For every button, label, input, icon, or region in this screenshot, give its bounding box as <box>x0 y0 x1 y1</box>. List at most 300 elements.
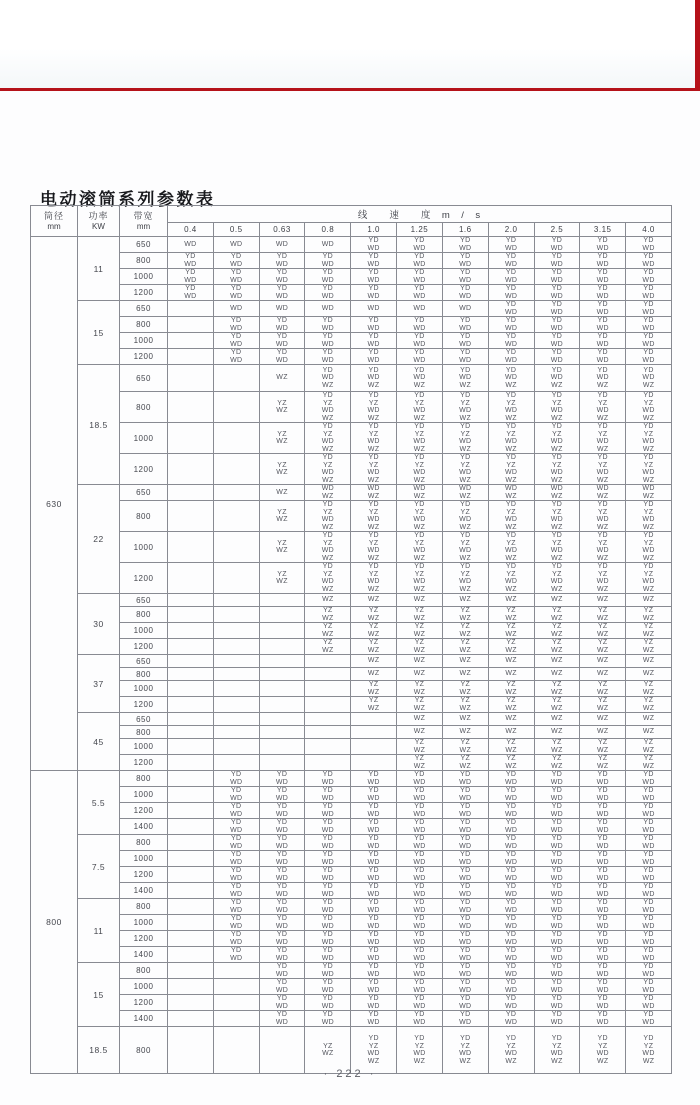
model-cell <box>351 947 397 963</box>
speed-tick: 1.0 <box>351 223 397 237</box>
table-row <box>31 851 672 867</box>
model-code: WD <box>642 938 655 946</box>
model-code: WZ <box>367 704 380 712</box>
model-cell <box>488 697 534 713</box>
model-code: WD <box>642 324 655 332</box>
page-number: · 222 · <box>323 1068 377 1080</box>
model-code: WD <box>321 240 334 248</box>
model-cell <box>534 726 580 739</box>
model-cell <box>626 755 672 771</box>
model-code: WZ <box>505 688 517 696</box>
model-code: WD <box>596 810 609 818</box>
model-code: YD <box>414 915 425 922</box>
model-cell <box>213 639 259 655</box>
model-cell <box>351 301 397 317</box>
model-code: YD <box>368 454 379 461</box>
model-cell <box>397 835 443 851</box>
model-code: WZ <box>413 746 426 754</box>
model-code: YD <box>597 819 608 826</box>
model-cell <box>580 803 626 819</box>
model-code: WD <box>642 906 655 914</box>
model-cell <box>580 285 626 301</box>
belt-width-cell: 1200 <box>120 285 168 301</box>
model-cell <box>168 835 214 851</box>
belt-width-cell: 800 <box>120 1027 168 1074</box>
model-code: YD <box>231 835 242 842</box>
table-row <box>31 623 672 639</box>
model-cell <box>168 349 214 365</box>
model-cell <box>305 851 351 867</box>
model-code: WZ <box>642 728 655 736</box>
model-code: WZ <box>276 374 288 382</box>
model-code: WD <box>550 906 564 914</box>
model-code: YD <box>368 1035 379 1042</box>
model-code: WD <box>642 810 655 818</box>
model-code: WZ <box>322 554 334 562</box>
model-code: WZ <box>505 554 517 562</box>
model-code: WZ <box>505 585 517 593</box>
model-cell <box>626 947 672 963</box>
belt-width-cell: 800 <box>120 835 168 851</box>
model-cell <box>168 317 214 333</box>
model-code: WD <box>367 1018 380 1026</box>
model-code: YZ <box>552 755 562 762</box>
model-code: YD <box>276 899 288 906</box>
belt-width-cell: 1200 <box>120 454 168 485</box>
model-code: WZ <box>551 614 563 622</box>
model-code: WZ <box>505 476 517 484</box>
model-code: YD <box>643 931 654 938</box>
model-cell <box>580 681 626 697</box>
model-code: WZ <box>367 657 380 665</box>
model-code: YD <box>505 787 517 794</box>
model-cell <box>259 899 305 915</box>
model-cell <box>168 237 214 253</box>
model-code: YD <box>505 333 517 340</box>
belt-width-cell: 650 <box>120 713 168 726</box>
model-code: WD <box>642 842 655 850</box>
model-code: WD <box>367 810 380 818</box>
page-title: 电动滚筒系列参数表 <box>40 190 216 210</box>
model-code: YD <box>643 819 654 826</box>
model-code: WD <box>642 1050 655 1057</box>
model-code: YZ <box>414 739 425 746</box>
model-code: YD <box>505 269 517 276</box>
model-cell <box>488 883 534 899</box>
model-code: WD <box>367 890 380 898</box>
model-cell <box>305 423 351 454</box>
model-code: WD <box>459 356 472 364</box>
model-cell <box>305 454 351 485</box>
model-code: WD <box>550 778 564 786</box>
model-code: YD <box>322 317 333 324</box>
model-code: WD <box>321 407 334 414</box>
model-cell <box>168 883 214 899</box>
model-cell <box>534 771 580 787</box>
model-cell <box>168 563 214 594</box>
model-cell <box>213 915 259 931</box>
model-code: WD <box>550 324 564 332</box>
model-code: YZ <box>552 739 562 746</box>
model-code: WD <box>504 276 518 284</box>
model-cell <box>305 713 351 726</box>
model-code: YZ <box>368 430 379 438</box>
model-cell <box>442 301 488 317</box>
model-cell <box>168 301 214 317</box>
model-cell <box>305 333 351 349</box>
model-code: YZ <box>552 1042 562 1050</box>
model-code: YD <box>414 333 425 340</box>
model-cell <box>305 365 351 392</box>
model-code: YD <box>597 532 608 539</box>
model-code: WD <box>367 970 380 978</box>
model-code: YZ <box>323 607 333 614</box>
model-cell <box>168 755 214 771</box>
model-cell <box>351 755 397 771</box>
model-code: YD <box>597 563 608 570</box>
model-code: WZ <box>505 596 517 604</box>
model-code: WD <box>504 778 518 786</box>
model-code: YD <box>505 899 517 906</box>
model-cell <box>351 237 397 253</box>
model-code: WZ <box>322 523 334 531</box>
model-code: WD <box>596 778 609 786</box>
model-cell <box>305 697 351 713</box>
model-cell <box>213 285 259 301</box>
model-code: YD <box>322 787 333 794</box>
model-code: WD <box>504 340 518 348</box>
model-code: WZ <box>276 578 288 585</box>
model-code: YD <box>322 423 333 430</box>
model-code: YD <box>643 301 654 308</box>
model-code: WD <box>459 810 472 818</box>
model-code: YZ <box>414 639 425 646</box>
model-code: WD <box>642 340 655 348</box>
model-code: YD <box>368 237 379 244</box>
model-cell <box>259 931 305 947</box>
model-code: YD <box>276 835 288 842</box>
model-code: YZ <box>368 508 379 516</box>
model-code: WD <box>184 276 197 284</box>
model-cell <box>534 532 580 563</box>
model-code: WD <box>321 874 334 882</box>
model-cell <box>442 995 488 1011</box>
model-cell <box>351 739 397 755</box>
model-cell <box>580 333 626 349</box>
model-cell <box>259 668 305 681</box>
model-code: YZ <box>368 639 379 646</box>
model-cell <box>168 594 214 607</box>
model-code: YZ <box>368 607 379 614</box>
model-cell <box>213 301 259 317</box>
model-code: WZ <box>505 715 517 723</box>
model-code: WD <box>321 374 334 382</box>
model-code: WD <box>459 304 472 312</box>
model-cell <box>397 947 443 963</box>
model-code: WZ <box>596 381 609 389</box>
model-cell <box>305 639 351 655</box>
model-code: YD <box>368 931 379 938</box>
model-cell <box>397 269 443 285</box>
model-code: YZ <box>552 430 562 438</box>
width-label: 带宽 <box>133 211 154 221</box>
table-row <box>31 317 672 333</box>
model-cell <box>397 485 443 501</box>
model-code: YZ <box>414 697 425 704</box>
model-code: YZ <box>506 755 516 762</box>
model-code: YZ <box>460 570 471 578</box>
model-code: WD <box>596 324 609 332</box>
table-row <box>31 713 672 726</box>
model-code: WZ <box>459 414 472 422</box>
belt-width-cell: 1000 <box>120 915 168 931</box>
model-cell <box>488 931 534 947</box>
model-cell <box>488 713 534 726</box>
model-cell <box>580 365 626 392</box>
model-code: WZ <box>642 381 655 389</box>
model-cell <box>259 771 305 787</box>
model-code: WD <box>596 858 609 866</box>
model-cell <box>259 697 305 713</box>
model-code: WD <box>596 308 609 316</box>
model-cell <box>488 726 534 739</box>
model-code: WZ <box>505 414 517 422</box>
model-code: WD <box>504 244 518 252</box>
model-code: YD <box>643 285 654 292</box>
model-code: WD <box>504 356 518 364</box>
model-code: WD <box>321 438 334 445</box>
model-cell <box>442 1027 488 1074</box>
belt-width-cell: 650 <box>120 237 168 253</box>
belt-width-cell: 800 <box>120 317 168 333</box>
model-cell <box>305 931 351 947</box>
model-cell <box>213 501 259 532</box>
belt-width-cell: 1000 <box>120 681 168 697</box>
model-cell <box>580 317 626 333</box>
model-code: WZ <box>459 704 472 712</box>
model-code: WZ <box>551 657 563 665</box>
model-code: YD <box>643 349 654 356</box>
model-code: WD <box>504 292 518 300</box>
model-code: WD <box>275 324 289 332</box>
model-code: WD <box>321 276 334 284</box>
model-code: YD <box>643 317 654 324</box>
model-code: WZ <box>413 715 426 723</box>
model-code: WD <box>275 276 289 284</box>
model-code: WZ <box>551 585 563 593</box>
model-code: WD <box>459 794 472 802</box>
model-code: WD <box>321 954 334 962</box>
table-row <box>31 931 672 947</box>
model-cell <box>397 739 443 755</box>
model-code: YZ <box>552 461 562 469</box>
model-code: WZ <box>459 688 472 696</box>
model-code: WD <box>596 485 609 492</box>
model-cell <box>397 995 443 1011</box>
model-code: YZ <box>323 539 333 547</box>
model-code: YD <box>505 931 517 938</box>
model-code: YZ <box>368 399 379 407</box>
model-code: WD <box>275 826 289 834</box>
model-code: WZ <box>596 445 609 453</box>
model-cell <box>626 317 672 333</box>
model-cell <box>626 1011 672 1027</box>
model-cell <box>351 803 397 819</box>
model-code: WD <box>413 547 426 554</box>
table-row <box>31 1011 672 1027</box>
model-code: YD <box>414 931 425 938</box>
model-code: YD <box>597 979 608 986</box>
red-divider-line <box>0 88 700 91</box>
model-code: WD <box>459 324 472 332</box>
model-cell <box>397 623 443 639</box>
model-code: WZ <box>505 670 517 678</box>
speed-tick: 1.6 <box>442 223 488 237</box>
model-code: WD <box>413 340 426 348</box>
model-code: WD <box>642 826 655 834</box>
model-code: WD <box>550 374 564 382</box>
model-cell <box>534 269 580 285</box>
table-row <box>31 285 672 301</box>
model-cell <box>168 253 214 269</box>
model-cell <box>580 787 626 803</box>
model-cell <box>351 883 397 899</box>
model-code: WZ <box>413 523 426 531</box>
model-code: YD <box>643 787 654 794</box>
model-code: WD <box>504 260 518 268</box>
model-cell <box>488 803 534 819</box>
model-code: WD <box>459 1050 472 1057</box>
model-code: YD <box>414 771 425 778</box>
model-code: WZ <box>596 414 609 422</box>
model-cell <box>397 349 443 365</box>
model-code: WD <box>413 938 426 946</box>
model-code: WD <box>275 890 289 898</box>
model-code: YD <box>643 1011 654 1018</box>
model-cell <box>259 1011 305 1027</box>
model-cell <box>259 755 305 771</box>
model-code: YD <box>505 349 517 356</box>
model-code: WD <box>550 1002 564 1010</box>
speed-tick: 0.4 <box>168 223 214 237</box>
model-code: YD <box>414 532 425 539</box>
model-cell <box>351 317 397 333</box>
model-cell <box>397 883 443 899</box>
model-cell <box>213 963 259 979</box>
model-code: YD <box>231 803 242 810</box>
model-code: YD <box>505 851 517 858</box>
model-code: YD <box>322 253 333 260</box>
model-code: WZ <box>551 670 563 678</box>
model-code: WD <box>504 890 518 898</box>
model-code: YD <box>414 454 425 461</box>
model-cell <box>580 915 626 931</box>
belt-width-cell: 1400 <box>120 883 168 899</box>
model-code: YD <box>460 454 471 461</box>
table-row <box>31 365 672 392</box>
model-code: WZ <box>642 614 655 622</box>
model-code: WZ <box>322 381 334 389</box>
model-code: WD <box>367 438 380 445</box>
model-code: YD <box>414 423 425 430</box>
model-cell <box>351 253 397 269</box>
model-code: WD <box>459 485 472 492</box>
model-code: YZ <box>506 539 516 547</box>
model-code: WD <box>367 260 380 268</box>
model-code: YD <box>322 867 333 874</box>
model-cell <box>534 454 580 485</box>
model-cell <box>580 1011 626 1027</box>
model-cell <box>626 485 672 501</box>
model-cell <box>534 501 580 532</box>
model-cell <box>488 349 534 365</box>
model-code: YD <box>322 501 333 508</box>
model-cell <box>626 771 672 787</box>
model-cell <box>534 607 580 623</box>
model-cell <box>305 803 351 819</box>
model-code: WD <box>596 356 609 364</box>
model-code: YD <box>505 867 517 874</box>
model-cell <box>442 713 488 726</box>
model-code: YZ <box>597 508 608 516</box>
model-code: YD <box>368 899 379 906</box>
model-code: WD <box>504 970 518 978</box>
model-code: YD <box>460 835 471 842</box>
model-code: YD <box>597 269 608 276</box>
model-cell <box>259 317 305 333</box>
model-cell <box>213 349 259 365</box>
model-code: YZ <box>368 570 379 578</box>
table-header-row <box>31 206 672 223</box>
model-cell <box>213 835 259 851</box>
model-code: YD <box>643 366 654 374</box>
model-code: YD <box>414 867 425 874</box>
model-code: YD <box>231 269 242 276</box>
model-code: WZ <box>596 746 609 754</box>
model-cell <box>580 1027 626 1074</box>
model-code: WD <box>413 407 426 414</box>
model-cell <box>168 867 214 883</box>
model-cell <box>534 668 580 681</box>
model-cell <box>213 755 259 771</box>
model-code: WZ <box>551 746 563 754</box>
model-code: YD <box>276 349 288 356</box>
model-cell <box>534 867 580 883</box>
model-cell <box>488 423 534 454</box>
model-code: WD <box>596 1002 609 1010</box>
power-cell: 22 <box>78 485 120 594</box>
model-code: WD <box>642 954 655 962</box>
model-code: WD <box>413 826 426 834</box>
model-code: WD <box>230 842 243 850</box>
model-code: WD <box>321 890 334 898</box>
model-cell <box>305 771 351 787</box>
model-code: YD <box>597 803 608 810</box>
model-cell <box>305 269 351 285</box>
model-code: WZ <box>413 614 426 622</box>
belt-width-cell: 1200 <box>120 563 168 594</box>
model-code: WD <box>504 986 518 994</box>
model-code: WD <box>642 356 655 364</box>
model-cell <box>259 655 305 668</box>
model-code: WD <box>642 374 655 382</box>
model-cell <box>580 253 626 269</box>
model-code: YD <box>460 883 471 890</box>
model-code: YD <box>460 771 471 778</box>
model-cell <box>488 787 534 803</box>
model-cell <box>534 285 580 301</box>
model-code: YD <box>597 963 608 970</box>
